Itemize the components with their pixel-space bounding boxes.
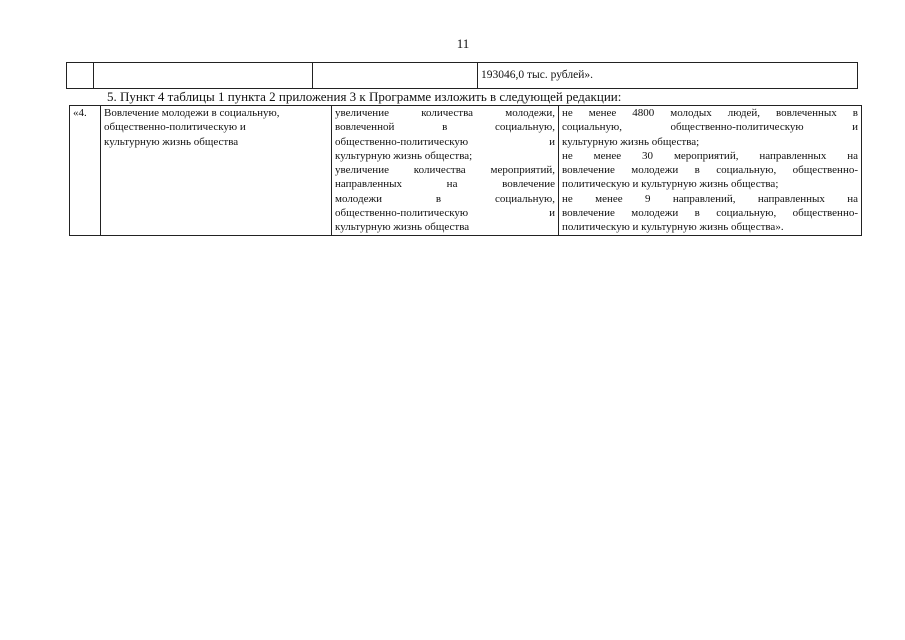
table-row [70,106,862,236]
name-line: культурную жизнь общества [104,135,239,148]
result-line: социальную, общественно-политическую и [562,121,858,134]
continuation-table [66,62,858,89]
result-line: не менее 30 мероприятий, направленных на [562,149,858,162]
result-line: не менее 9 направлений, направленных на [562,192,858,205]
indicator-line: общественно-политическую и [335,135,555,148]
indicator-line: увеличение количества молодежи, [335,107,555,119]
table-cell [313,63,478,89]
table-cell [94,63,313,89]
indicator-line: увеличение количества мероприятий, [335,164,555,177]
table-row [67,63,858,89]
table-cell [67,63,94,89]
result-line: политическую и культурную жизнь общества». [562,221,784,234]
indicator-line: культурную жизнь общества [335,221,470,234]
page-number: 11 [456,36,470,51]
name-line: Вовлечение молодежи в социальную, [104,107,280,119]
item-name-cell [101,106,332,236]
indicator-line: молодежи в социальную, [335,192,555,205]
indicator-cell [332,106,559,236]
indicator-line: общественно-политическую и [335,207,555,220]
table-cell: 193046,0 тыс. рублей». [478,63,858,89]
result-line: культурную жизнь общества; [562,135,700,148]
result-line: политическую и культурную жизнь общества; [562,178,779,191]
indicator-line: направленных на вовлечение [335,178,555,191]
result-line: вовлечение молодежи в социальную, общественно- [562,164,858,177]
result-cell [559,106,862,236]
instruction-text: 5. Пункт 4 таблицы 1 пункта 2 приложения 3 к Программе изложить в следующей редакции: [107,89,622,104]
indicator-line: вовлеченной в социальную, [335,121,555,134]
result-line: не менее 4800 молодых людей, вовлеченных в [562,107,858,119]
item-number-cell: «4. [70,106,101,236]
result-line: вовлечение молодежи в социальную, общественно- [562,207,858,220]
replacement-table [69,105,862,236]
name-line: общественно-политическую и [104,121,246,134]
indicator-line: культурную жизнь общества; [335,149,473,162]
